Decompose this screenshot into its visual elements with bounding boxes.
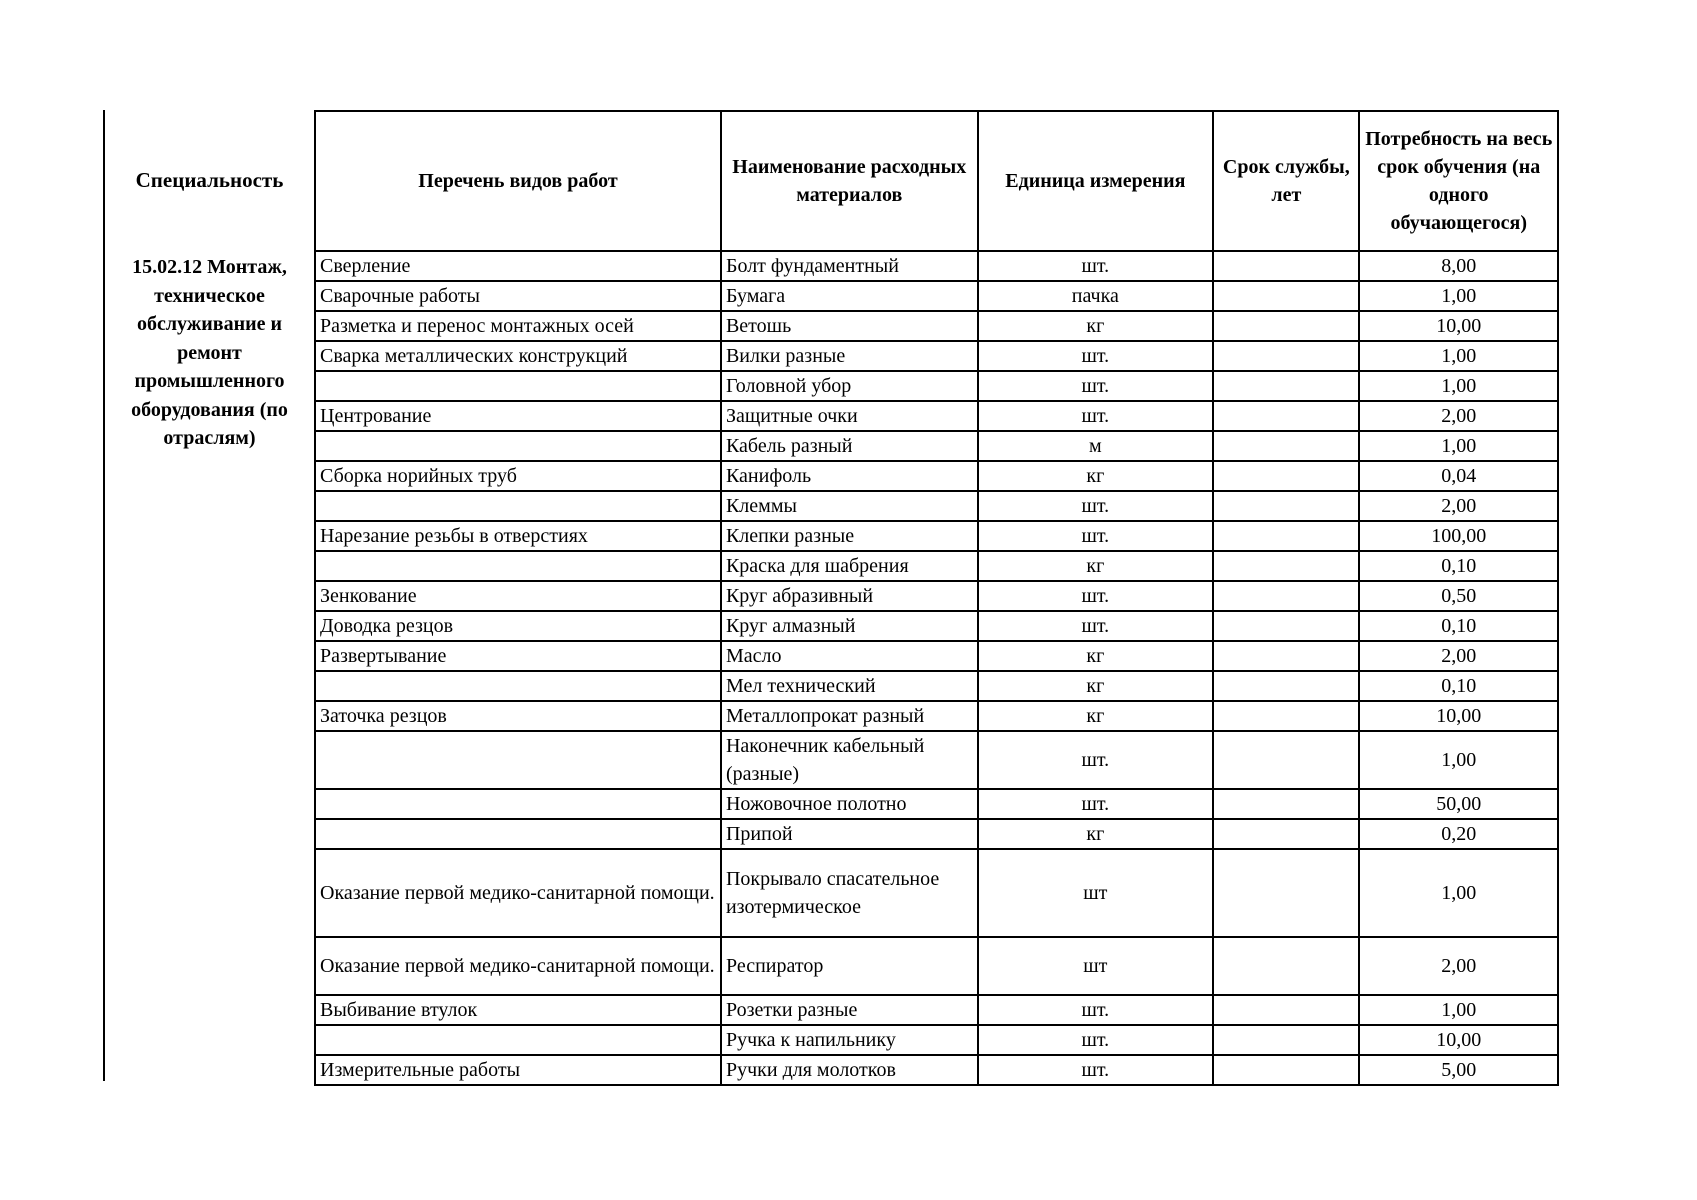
specialty-name: 15.02.12 Монтаж, техническое обслуживание и ремонт промышленного оборудования (по отраслям) bbox=[131, 256, 288, 449]
material-cell: Мел технический bbox=[721, 671, 978, 701]
term-cell bbox=[1213, 701, 1359, 731]
work-cell: Заточка резцов bbox=[315, 701, 721, 731]
work-cell: Сварочные работы bbox=[315, 281, 721, 311]
table-row bbox=[315, 251, 1558, 281]
material-cell: Припой bbox=[721, 819, 978, 849]
quantity-cell: 2,00 bbox=[1359, 641, 1558, 671]
table-row bbox=[315, 371, 1558, 401]
table-row bbox=[315, 311, 1558, 341]
quantity-cell: 1,00 bbox=[1359, 431, 1558, 461]
work-cell: Сварка металлических конструкций bbox=[315, 341, 721, 371]
quantity-cell: 100,00 bbox=[1359, 521, 1558, 551]
term-cell bbox=[1213, 819, 1359, 849]
work-cell: Сборка норийных труб bbox=[315, 461, 721, 491]
table-row bbox=[315, 401, 1558, 431]
unit-cell: кг bbox=[978, 551, 1214, 581]
works-column-header: Перечень видов работ bbox=[315, 111, 721, 251]
material-cell: Ножовочное полотно bbox=[721, 789, 978, 819]
material-cell: Ручки для молотков bbox=[721, 1055, 978, 1085]
table-row bbox=[315, 641, 1558, 671]
table-row bbox=[315, 937, 1558, 995]
unit-cell: шт. bbox=[978, 581, 1214, 611]
term-cell bbox=[1213, 731, 1359, 789]
table-row bbox=[315, 819, 1558, 849]
work-cell bbox=[315, 819, 721, 849]
material-cell: Масло bbox=[721, 641, 978, 671]
unit-cell: кг bbox=[978, 311, 1214, 341]
quantity-cell: 1,00 bbox=[1359, 371, 1558, 401]
quantity-cell: 5,00 bbox=[1359, 1055, 1558, 1085]
unit-cell: шт. bbox=[978, 251, 1214, 281]
unit-cell: м bbox=[978, 431, 1214, 461]
unit-cell: шт. bbox=[978, 611, 1214, 641]
term-cell bbox=[1213, 251, 1359, 281]
work-cell bbox=[315, 431, 721, 461]
unit-cell: шт. bbox=[978, 995, 1214, 1025]
work-cell: Доводка резцов bbox=[315, 611, 721, 641]
quantity-cell: 2,00 bbox=[1359, 401, 1558, 431]
work-cell: Выбивание втулок bbox=[315, 995, 721, 1025]
term-cell bbox=[1213, 1025, 1359, 1055]
material-cell: Круг алмазный bbox=[721, 611, 978, 641]
term-column-header: Срок службы, лет bbox=[1213, 111, 1359, 251]
quantity-cell: 1,00 bbox=[1359, 341, 1558, 371]
quantity-cell: 1,00 bbox=[1359, 731, 1558, 789]
quantity-cell: 0,10 bbox=[1359, 671, 1558, 701]
material-cell: Бумага bbox=[721, 281, 978, 311]
quantity-cell: 10,00 bbox=[1359, 1025, 1558, 1055]
term-cell bbox=[1213, 849, 1359, 937]
material-cell: Головной убор bbox=[721, 371, 978, 401]
term-cell bbox=[1213, 789, 1359, 819]
table-row bbox=[315, 281, 1558, 311]
unit-cell: шт. bbox=[978, 1025, 1214, 1055]
work-cell bbox=[315, 789, 721, 819]
table-row bbox=[315, 701, 1558, 731]
term-cell bbox=[1213, 1055, 1359, 1085]
quantity-cell: 10,00 bbox=[1359, 701, 1558, 731]
term-cell bbox=[1213, 401, 1359, 431]
quantity-cell: 8,00 bbox=[1359, 251, 1558, 281]
table-row bbox=[315, 789, 1558, 819]
work-cell: Разметка и перенос монтажных осей bbox=[315, 311, 721, 341]
work-cell bbox=[315, 731, 721, 789]
material-cell: Респиратор bbox=[721, 937, 978, 995]
table-body bbox=[315, 251, 1558, 1085]
table-row bbox=[315, 341, 1558, 371]
table-row bbox=[315, 671, 1558, 701]
work-cell: Развертывание bbox=[315, 641, 721, 671]
work-cell bbox=[315, 1025, 721, 1055]
term-cell bbox=[1213, 371, 1359, 401]
quantity-cell: 2,00 bbox=[1359, 491, 1558, 521]
material-cell: Покрывало спасательное изотермическое bbox=[721, 849, 978, 937]
material-cell: Канифоль bbox=[721, 461, 978, 491]
unit-cell: шт. bbox=[978, 491, 1214, 521]
quantity-cell: 0,10 bbox=[1359, 611, 1558, 641]
unit-column-header: Единица измерения bbox=[978, 111, 1214, 251]
work-cell bbox=[315, 551, 721, 581]
material-cell: Розетки разные bbox=[721, 995, 978, 1025]
unit-cell: шт. bbox=[978, 401, 1214, 431]
need-column-header: Потребность на весь срок обучения (на одного обучающегося) bbox=[1359, 111, 1558, 251]
material-cell: Клеммы bbox=[721, 491, 978, 521]
table-row bbox=[315, 1025, 1558, 1055]
work-cell: Зенкование bbox=[315, 581, 721, 611]
term-cell bbox=[1213, 937, 1359, 995]
term-cell bbox=[1213, 521, 1359, 551]
work-cell: Оказание первой медико-санитарной помощи. bbox=[315, 849, 721, 937]
term-cell bbox=[1213, 611, 1359, 641]
table-row bbox=[315, 491, 1558, 521]
quantity-cell: 0,50 bbox=[1359, 581, 1558, 611]
materials-table bbox=[314, 110, 1559, 1086]
material-cell: Ветошь bbox=[721, 311, 978, 341]
term-cell bbox=[1213, 491, 1359, 521]
term-cell bbox=[1213, 431, 1359, 461]
specialty-header: Специальность bbox=[135, 167, 284, 192]
term-cell bbox=[1213, 581, 1359, 611]
material-cell: Вилки разные bbox=[721, 341, 978, 371]
unit-cell: пачка bbox=[978, 281, 1214, 311]
quantity-cell: 0,04 bbox=[1359, 461, 1558, 491]
quantity-cell: 2,00 bbox=[1359, 937, 1558, 995]
table-row bbox=[315, 1055, 1558, 1085]
material-cell: Болт фундаментный bbox=[721, 251, 978, 281]
material-cell: Круг абразивный bbox=[721, 581, 978, 611]
table-row bbox=[315, 581, 1558, 611]
unit-cell: шт. bbox=[978, 521, 1214, 551]
unit-cell: шт. bbox=[978, 731, 1214, 789]
material-cell: Металлопрокат разный bbox=[721, 701, 978, 731]
unit-cell: шт. bbox=[978, 1055, 1214, 1085]
term-cell bbox=[1213, 461, 1359, 491]
table-row bbox=[315, 521, 1558, 551]
material-column-header: Наименование расходных материалов bbox=[721, 111, 978, 251]
table-row bbox=[315, 431, 1558, 461]
material-cell: Клепки разные bbox=[721, 521, 978, 551]
term-cell bbox=[1213, 671, 1359, 701]
term-cell bbox=[1213, 551, 1359, 581]
quantity-cell: 0,10 bbox=[1359, 551, 1558, 581]
specialty-column-rule bbox=[103, 110, 105, 1081]
table-row bbox=[315, 551, 1558, 581]
table-row bbox=[315, 611, 1558, 641]
work-cell bbox=[315, 371, 721, 401]
table-header-row bbox=[315, 111, 1558, 251]
table-row bbox=[315, 995, 1558, 1025]
table-row bbox=[315, 461, 1558, 491]
unit-cell: шт bbox=[978, 849, 1214, 937]
unit-cell: кг bbox=[978, 641, 1214, 671]
material-cell: Краска для шабрения bbox=[721, 551, 978, 581]
term-cell bbox=[1213, 311, 1359, 341]
quantity-cell: 1,00 bbox=[1359, 281, 1558, 311]
material-cell: Наконечник кабельный (разные) bbox=[721, 731, 978, 789]
material-cell: Ручка к напильнику bbox=[721, 1025, 978, 1055]
work-cell bbox=[315, 671, 721, 701]
quantity-cell: 10,00 bbox=[1359, 311, 1558, 341]
work-cell: Сверление bbox=[315, 251, 721, 281]
unit-cell: шт. bbox=[978, 341, 1214, 371]
work-cell: Измерительные работы bbox=[315, 1055, 721, 1085]
table-row bbox=[315, 849, 1558, 937]
work-cell bbox=[315, 491, 721, 521]
term-cell bbox=[1213, 641, 1359, 671]
table-row bbox=[315, 731, 1558, 789]
work-cell: Нарезание резьбы в отверстиях bbox=[315, 521, 721, 551]
work-cell: Оказание первой медико-санитарной помощи. bbox=[315, 937, 721, 995]
unit-cell: шт. bbox=[978, 371, 1214, 401]
term-cell bbox=[1213, 341, 1359, 371]
quantity-cell: 1,00 bbox=[1359, 849, 1558, 937]
unit-cell: кг bbox=[978, 461, 1214, 491]
material-cell: Защитные очки bbox=[721, 401, 978, 431]
term-cell bbox=[1213, 281, 1359, 311]
material-cell: Кабель разный bbox=[721, 431, 978, 461]
unit-cell: шт bbox=[978, 937, 1214, 995]
unit-cell: шт. bbox=[978, 789, 1214, 819]
quantity-cell: 1,00 bbox=[1359, 995, 1558, 1025]
work-cell: Центрование bbox=[315, 401, 721, 431]
term-cell bbox=[1213, 995, 1359, 1025]
unit-cell: кг bbox=[978, 819, 1214, 849]
unit-cell: кг bbox=[978, 671, 1214, 701]
quantity-cell: 50,00 bbox=[1359, 789, 1558, 819]
unit-cell: кг bbox=[978, 701, 1214, 731]
quantity-cell: 0,20 bbox=[1359, 819, 1558, 849]
